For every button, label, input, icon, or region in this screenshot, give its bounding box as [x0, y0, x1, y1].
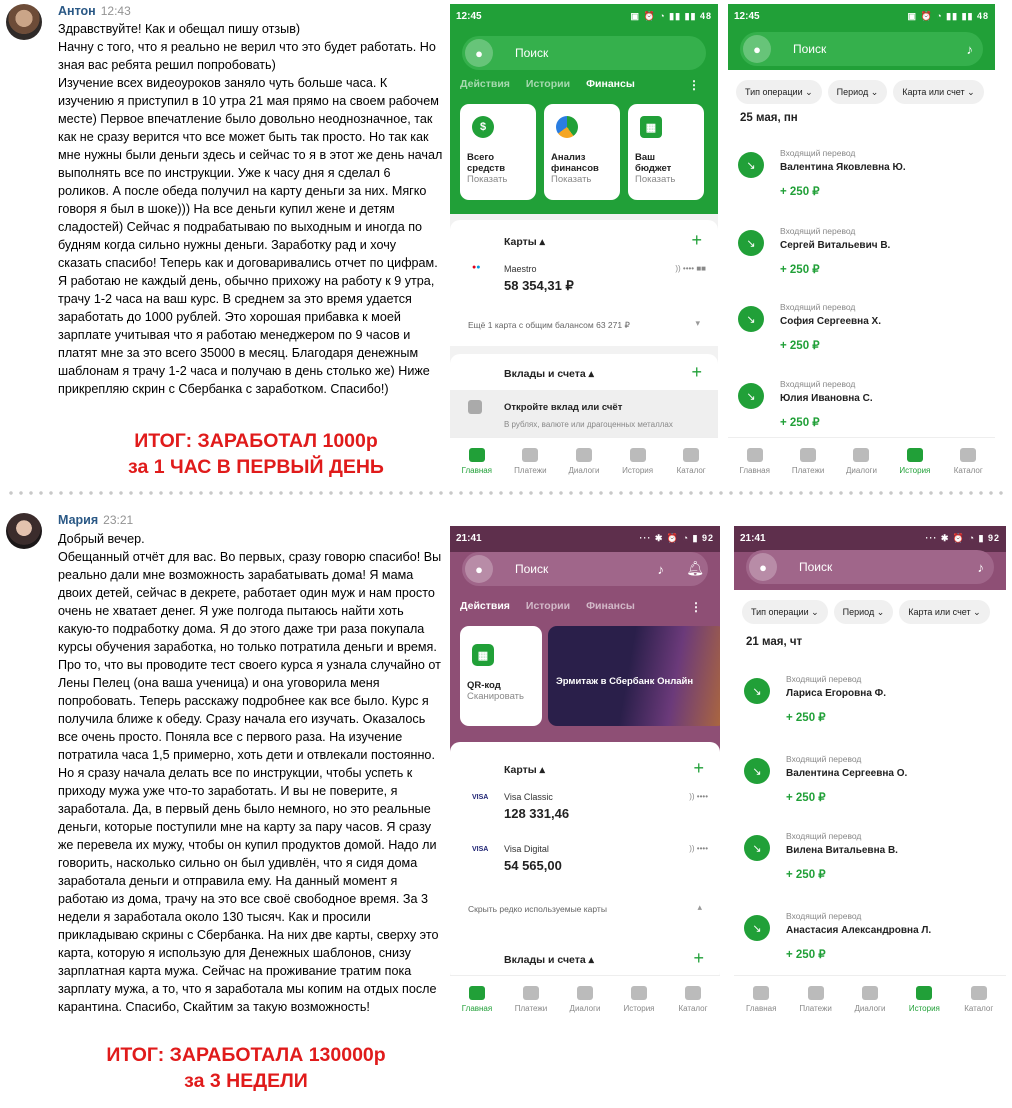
home-icon [747, 448, 763, 462]
transaction-row[interactable]: ↘ Входящий перевод Сергей Витальевич В. + 250 ₽ [728, 226, 995, 304]
nav-home[interactable]: Главная [451, 448, 503, 475]
chat-icon [862, 986, 878, 1000]
add-card-icon[interactable]: + [691, 230, 702, 250]
transfer-icon: ↘ [744, 758, 770, 784]
clock-icon [907, 448, 923, 462]
nav-history[interactable]: История [613, 986, 665, 1013]
result-caption: ИТОГ: ЗАРАБОТАЛА 130000р за 3 НЕДЕЛИ [106, 1044, 386, 1092]
nav-home[interactable]: Главная [735, 986, 787, 1013]
nav-payments[interactable]: Платежи [505, 986, 557, 1013]
nav-payments[interactable]: Платежи [782, 448, 834, 475]
cards-section [450, 220, 718, 346]
review-text: Добрый вечер. Обещанный отчёт для вас. Во первых, сразу говорю спасибо! Вы реально дали мне возможность зарабатывать дома! Я мама двоих детей, сейчас в декрете, работает один муж и нам просто очень не хватает денег. Я уже полгода пытаюсь найти хоть какую-то подработку дома. Я до этого даже три раза покупала курсы обучения заработка, но только потратила деньги и время. Про то, что вы проводите тест своего курса я узнала случайно от Лены Пелец (она ваша ученица) и она уговорила меня попробовать. Теперь расскажу подробнее как все было. Курс я получила ближе к обеду. Сразу начала его изучать. Оказалось все очень просто. Поняла все с первого раза. На изучение потратила часа 1,5 примерно, хоть дети и отвлекали постоянно. Но я сразу начала делать все по инструкции, чтобы успеть к приходу мужа уже что-то заработать. И вы не поверите, я заработала. Да, в первый день было немного, но это реальные деньги, которые поступили мне на карту за пару часов. Я сразу же перевела их мужу, чтобы он купил продуктов домой. Надо ли говорить, насколько сильно он был удивлён, что я сидя дома заработала деньги и отправила ему. На данный момент я работаю из дома, трачу на это все своё свободное время. За 3 недели я заработала около 130 тысяч. Как и просили прикладываю скрины с Сбербанка. На них две карты, сверху это карта, которую я использую для Денежных шаблонов, снизу зарплатная карта мужа. Сейчас на проживание тратим пока зарплату мужа, а то, что я заработала мы копим на отдых после карантина. Спасибо, Скайтим за такую возможность! [58, 532, 442, 1014]
history-date: 25 мая, пн [740, 112, 798, 124]
transfer-icon: ↘ [738, 230, 764, 256]
search-bar[interactable] [740, 32, 983, 66]
visa-logo-icon: VISA [472, 794, 489, 801]
home-icon [753, 986, 769, 1000]
tile-budget[interactable]: ▦ Ваш бюджет Показать [628, 104, 704, 200]
hide-cards-text[interactable]: Скрыть редко используемые карты [468, 904, 607, 914]
transfer-icon: ↘ [738, 383, 764, 409]
nav-dialogs[interactable]: Диалоги [835, 448, 887, 475]
search-bar[interactable] [462, 552, 708, 586]
divider [6, 491, 1006, 495]
pie-chart-icon [556, 116, 578, 138]
deposits-title[interactable]: Вклады и счета ▴ [504, 368, 594, 380]
more-icon[interactable]: ⋮ [690, 600, 702, 614]
maestro-logo-icon: ●● [472, 264, 481, 271]
filter-operation-type[interactable]: Тип операции ⌄ [736, 80, 822, 104]
tab-actions[interactable]: Действия [460, 600, 510, 612]
clock-icon [630, 448, 646, 462]
qr-code-icon: ▦ [472, 644, 494, 666]
chat-icon [853, 448, 869, 462]
status-time: 21:41 [740, 533, 766, 544]
transfer-icon: ↘ [738, 152, 764, 178]
payments-icon [808, 986, 824, 1000]
card-mask: )) •••• [689, 792, 708, 801]
tab-stories[interactable]: Истории [525, 600, 571, 612]
tile-qr-code[interactable]: ▦ QR-код Сканировать [460, 626, 542, 726]
phone-screenshot-main [450, 4, 718, 481]
visa-logo-icon: VISA [472, 846, 489, 853]
nav-payments[interactable]: Платежи [504, 448, 556, 475]
filter-card[interactable]: Карта или счет ⌄ [893, 80, 983, 104]
add-card-icon[interactable]: + [693, 758, 704, 778]
chat-icon [576, 448, 592, 462]
bottom-nav [734, 975, 1006, 1019]
phone-screenshot-history [728, 4, 995, 481]
deposit-icon [468, 400, 482, 414]
phone-screenshot-history-purple [734, 526, 1006, 1019]
tabs [460, 78, 635, 90]
filter-chips [742, 600, 990, 624]
filter-chips [736, 80, 984, 104]
cards-title[interactable]: Карты ▴ [504, 764, 545, 776]
bottom-nav [450, 437, 718, 481]
bottom-nav [450, 975, 720, 1019]
search-input[interactable]: Поиск [515, 46, 549, 60]
card-balance[interactable]: 54 565,00 [504, 858, 562, 873]
card-name: Maestro [504, 264, 537, 274]
status-time: 12:45 [734, 11, 760, 22]
cart-icon [685, 986, 701, 1000]
bell-icon[interactable]: 🔔︎ [686, 560, 704, 576]
card-balance[interactable]: 58 354,31 ₽ [504, 278, 574, 293]
chevron-down-icon[interactable]: ▾ [695, 318, 700, 328]
transfer-icon: ↘ [744, 915, 770, 941]
transaction-row[interactable]: ↘ Входящий перевод Лариса Егоровна Ф. + 250 ₽ [734, 674, 1006, 752]
profile-icon[interactable]: ● [465, 39, 493, 67]
deposits-title[interactable]: Вклады и счета ▴ [504, 954, 594, 966]
tab-stories[interactable]: Истории [525, 78, 571, 90]
nav-catalog[interactable]: Каталог [667, 986, 719, 1013]
cards-section [450, 742, 720, 952]
nav-catalog[interactable]: Каталог [942, 448, 994, 475]
avatar-anton[interactable] [6, 4, 42, 40]
nav-history[interactable]: История [612, 448, 664, 475]
search-input[interactable]: Поиск [793, 42, 827, 56]
author-name[interactable]: Мария 23:21 [58, 513, 134, 527]
result-caption: ИТОГ: ЗАРАБОТАЛ 1000р за 1 ЧАС В ПЕРВЫЙ ДЕНЬ [128, 430, 384, 478]
avatar-maria[interactable] [6, 513, 42, 549]
tab-actions[interactable]: Действия [460, 78, 510, 90]
calculator-icon: ▦ [640, 116, 662, 138]
card-name: Visa Classic [504, 792, 553, 802]
search-input[interactable]: Поиск [799, 560, 833, 574]
more-icon[interactable]: ⋮ [688, 78, 700, 92]
chevron-up-icon[interactable]: ▴ [697, 902, 702, 912]
cart-icon [683, 448, 699, 462]
nav-dialogs[interactable]: Диалоги [558, 448, 610, 475]
clock-icon [631, 986, 647, 1000]
clock-icon [916, 986, 932, 1000]
add-deposit-icon[interactable]: + [691, 362, 702, 382]
cart-icon [971, 986, 987, 1000]
tile-finance-analysis[interactable]: Анализ финансов Показать [544, 104, 620, 200]
profile-icon[interactable]: ● [743, 35, 771, 63]
open-deposit-row[interactable]: Откройте вклад или счёт В рублях, валюте или драгоценных металлах [450, 390, 718, 444]
message-time: 23:21 [103, 513, 134, 527]
search-bar[interactable] [746, 550, 994, 584]
nav-payments[interactable]: Платежи [790, 986, 842, 1013]
card-mask: )) •••• ■■ [675, 264, 706, 273]
transfer-icon: ↘ [744, 678, 770, 704]
promo-hermitage[interactable]: Эрмитаж в Сбербанк Онлайн [548, 626, 720, 726]
home-icon [469, 448, 485, 462]
microphone-icon[interactable]: ♪ [657, 561, 664, 577]
cart-icon [960, 448, 976, 462]
microphone-icon[interactable]: ♪ [977, 559, 984, 575]
transfer-icon: ↘ [738, 306, 764, 332]
cards-title[interactable]: Карты ▴ [504, 236, 545, 248]
search-bar[interactable] [462, 36, 706, 70]
nav-catalog[interactable]: Каталог [665, 448, 717, 475]
tab-finance[interactable]: Финансы [586, 78, 635, 90]
history-date: 21 мая, чт [746, 636, 803, 648]
microphone-icon[interactable]: ♪ [966, 41, 973, 57]
tile-total-funds[interactable]: $ Всего средств Показать [460, 104, 536, 200]
tabs [460, 600, 635, 612]
filter-period[interactable]: Период ⌄ [834, 600, 894, 624]
review-text: Здравствуйте! Как и обещал пишу отзыв) Начну с того, что я реально не верил что это будет работать. Но зная вас ребята решил попробовать) Изучение всех видеоуроков заняло чуть больше часа. К изучению я приступил в 10 утра 21 мая прямо на своем рабочем месте) Первое впечатление было довольно неоднозначное, так как не сразу верится что все может быть так просто. Но так как мне нужны были деньги здесь и сейчас то я в этот же день начал выполнять все по инструкции. Уже к часу дня я сделал 6 роликов. А после обеда получил на карту деньги за них. Мягко говоря я был в шоке))) На все деньги купил жене и детям сладостей) Сейчас я подрабатываю по выходным и иногда по будням когда сильно нужны деньги. Заработку рад и хочу сказать спасибо! Теперь как и договаривались отчет по цифрам. Я работаю не каждый день, обычно прихожу на работу к 9 утра, трачу 1-2 часа на ваш курс. В среднем за это время удается заработать до 1000 рублей. Это хорошая прибавка к моей зарплате учитывая что я работаю менеджером по 9 часов и платят мне за это всего 35000 в месяц. Благодаря денежным шаблонам я трачу 1-2 часа и получаю в день столько же) Ниже прикрепляю скрин с Сбербанка с заработком. Спасибо!) [58, 22, 443, 396]
transaction-row[interactable]: ↘ Входящий перевод Вилена Витальевна В. + 250 ₽ [734, 831, 1006, 909]
transaction-row[interactable]: ↘ Входящий перевод Валентина Яковлевна Ю. + 250 ₽ [728, 148, 995, 226]
payments-icon [522, 448, 538, 462]
nav-home[interactable]: Главная [451, 986, 503, 1013]
nav-history[interactable]: История [898, 986, 950, 1013]
transaction-row[interactable]: ↘ Входящий перевод Валентина Сергеевна О. + 250 ₽ [734, 754, 1006, 832]
transaction-row[interactable]: ↘ Входящий перевод Анастасия Александровна Л. + 250 ₽ [734, 911, 1006, 989]
transaction-row[interactable]: ↘ Входящий перевод Юлия Ивановна С. + 250 ₽ [728, 379, 995, 457]
bottom-nav [728, 437, 995, 481]
status-icons: ··· ✱ ⏰ ◔ ▮ 92 [639, 533, 714, 543]
nav-history[interactable]: История [889, 448, 941, 475]
payments-icon [523, 986, 539, 1000]
money-bag-icon: $ [472, 116, 494, 138]
payments-icon [800, 448, 816, 462]
nav-dialogs[interactable]: Диалоги [844, 986, 896, 1013]
author-name[interactable]: Антон 12:43 [58, 4, 131, 18]
message-time: 12:43 [100, 4, 131, 18]
card-mask: )) •••• [689, 844, 708, 853]
nav-home[interactable]: Главная [729, 448, 781, 475]
deposits-section [450, 354, 718, 444]
filter-card[interactable]: Карта или счет ⌄ [899, 600, 989, 624]
search-input[interactable]: Поиск [515, 562, 549, 576]
transfer-icon: ↘ [744, 835, 770, 861]
chat-icon [577, 986, 593, 1000]
tab-finance[interactable]: Финансы [586, 600, 635, 612]
profile-icon[interactable]: ● [749, 553, 777, 581]
status-time: 21:41 [456, 533, 482, 544]
filter-operation-type[interactable]: Тип операции ⌄ [742, 600, 828, 624]
status-icons: ▣ ⏰ ◔ ▮▮ ▮▮ 48 [907, 11, 989, 21]
card-name: Visa Digital [504, 844, 549, 854]
more-cards-text[interactable]: Ещё 1 карта с общим балансом 63 271 ₽ [468, 320, 630, 330]
nav-dialogs[interactable]: Диалоги [559, 986, 611, 1013]
filter-period[interactable]: Период ⌄ [828, 80, 888, 104]
card-balance[interactable]: 128 331,46 [504, 806, 570, 821]
transaction-row[interactable]: ↘ Входящий перевод София Сергеевна Х. + 250 ₽ [728, 302, 995, 380]
status-time: 12:45 [456, 11, 482, 22]
add-deposit-icon[interactable]: + [693, 948, 704, 968]
profile-icon[interactable]: ● [465, 555, 493, 583]
status-icons: ▣ ⏰ ◔ ▮▮ ▮▮ 48 [630, 11, 712, 21]
status-icons: ··· ✱ ⏰ ◔ ▮ 92 [925, 533, 1000, 543]
home-icon [469, 986, 485, 1000]
nav-catalog[interactable]: Каталог [953, 986, 1005, 1013]
phone-screenshot-main-purple [450, 526, 720, 1019]
